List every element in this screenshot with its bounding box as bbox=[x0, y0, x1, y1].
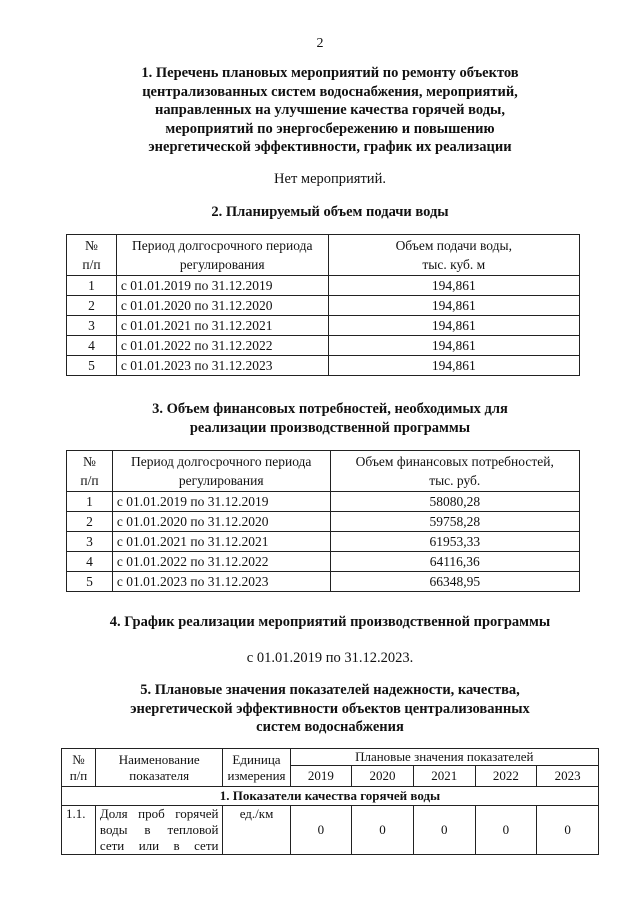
row-num: 4 bbox=[67, 552, 113, 572]
header-line: п/п bbox=[69, 767, 88, 783]
row-period: с 01.01.2019 по 31.12.2019 bbox=[112, 492, 330, 512]
table-header-row bbox=[67, 235, 580, 276]
year-header: 2020 bbox=[352, 766, 414, 787]
row-num: 5 bbox=[67, 356, 117, 376]
section5-title-line: систем водоснабжения bbox=[256, 719, 404, 735]
year-header: 2021 bbox=[413, 766, 475, 787]
section3-title-line: реализации производственной программы bbox=[189, 419, 471, 436]
year-header: 2023 bbox=[537, 766, 599, 787]
row-value: 59758,28 bbox=[330, 512, 580, 532]
indicator-name-line: Доля проб горячей bbox=[99, 806, 219, 821]
table-row bbox=[67, 572, 580, 592]
row-value: 58080,28 bbox=[330, 492, 580, 512]
header-line: тыс. куб. м bbox=[422, 257, 486, 272]
num-header bbox=[67, 235, 117, 276]
section1-title-line: мероприятий по энергосбережению и повышению bbox=[165, 120, 495, 137]
row-num: 3 bbox=[67, 316, 117, 336]
row-period: с 01.01.2023 по 31.12.2023 bbox=[116, 356, 328, 376]
indicator-name-header bbox=[95, 749, 223, 787]
table-row bbox=[67, 356, 580, 376]
header-line: № bbox=[85, 238, 98, 253]
table-row bbox=[67, 532, 580, 552]
year-header: 2019 bbox=[290, 766, 352, 787]
row-value: 194,861 bbox=[328, 296, 579, 316]
row-value: 66348,95 bbox=[330, 572, 580, 592]
table-header-row bbox=[62, 749, 599, 766]
section3-title bbox=[90, 400, 570, 437]
planned-values-header: Плановые значения показателей bbox=[290, 749, 598, 766]
table-row bbox=[67, 316, 580, 336]
indicator-name-line: сети или в сети bbox=[99, 838, 219, 853]
header-line: № bbox=[72, 751, 85, 767]
water-supply-table bbox=[66, 234, 580, 376]
value-cell: 0 bbox=[352, 806, 414, 855]
row-period: с 01.01.2020 по 31.12.2020 bbox=[112, 512, 330, 532]
section1-text: Нет мероприятий. bbox=[274, 171, 386, 187]
row-period: с 01.01.2021 по 31.12.2021 bbox=[112, 532, 330, 552]
section1-title-line: направленных на улучшение качества горячей воды, bbox=[154, 102, 505, 118]
row-num: 2 bbox=[67, 296, 117, 316]
header-line: № bbox=[83, 454, 96, 469]
header-line: Наименование bbox=[118, 751, 200, 767]
row-num: 1 bbox=[67, 492, 113, 512]
row-num: 1 bbox=[67, 276, 117, 296]
value-cell: 0 bbox=[475, 806, 537, 855]
group-row bbox=[62, 787, 599, 806]
indicator-name bbox=[95, 806, 223, 855]
table-row bbox=[67, 552, 580, 572]
row-num: 4 bbox=[67, 336, 117, 356]
header-line: Единица bbox=[232, 751, 281, 767]
row-value: 194,861 bbox=[328, 356, 579, 376]
section1-title-line: энергетической эффективности, график их реализации bbox=[148, 139, 512, 155]
table-row bbox=[62, 806, 599, 855]
section4-title: 4. График реализации мероприятий производственной программы bbox=[109, 614, 551, 630]
row-period: с 01.01.2019 по 31.12.2019 bbox=[116, 276, 328, 296]
page-number: 2 bbox=[316, 36, 324, 51]
financial-needs-table bbox=[66, 450, 580, 592]
row-value: 64116,36 bbox=[330, 552, 580, 572]
row-period: с 01.01.2020 по 31.12.2020 bbox=[116, 296, 328, 316]
header-line: п/п bbox=[80, 473, 99, 488]
row-num: 1.1. bbox=[62, 806, 96, 855]
finance-header bbox=[330, 451, 580, 492]
header-line: Объем финансовых потребностей, bbox=[355, 454, 554, 469]
row-num: 2 bbox=[67, 512, 113, 532]
row-period: с 01.01.2022 по 31.12.2022 bbox=[112, 552, 330, 572]
table-row bbox=[67, 276, 580, 296]
section5-title-line: 5. Плановые значения показателей надежности, качества, bbox=[140, 682, 520, 698]
row-num: 3 bbox=[67, 532, 113, 552]
header-line: п/п bbox=[82, 257, 101, 272]
value-cell: 0 bbox=[290, 806, 352, 855]
indicators-table bbox=[61, 748, 599, 855]
row-period: с 01.01.2023 по 31.12.2023 bbox=[112, 572, 330, 592]
section4-text: с 01.01.2019 по 31.12.2023. bbox=[246, 650, 414, 666]
group-title: 1. Показатели качества горячей воды bbox=[62, 787, 599, 806]
header-line: Объем подачи воды, bbox=[395, 238, 512, 253]
header-line: регулирования bbox=[179, 257, 265, 272]
period-header bbox=[112, 451, 330, 492]
header-line: тыс. руб. bbox=[429, 473, 481, 488]
row-value: 194,861 bbox=[328, 276, 579, 296]
section3-title-line: 3. Объем финансовых потребностей, необходимых для bbox=[152, 401, 508, 417]
year-header: 2022 bbox=[475, 766, 537, 787]
row-value: 61953,33 bbox=[330, 532, 580, 552]
section5-title bbox=[90, 681, 570, 737]
table-row bbox=[67, 492, 580, 512]
period-header bbox=[116, 235, 328, 276]
value-cell: 0 bbox=[537, 806, 599, 855]
unit-cell: ед./км bbox=[223, 806, 290, 855]
table-row bbox=[67, 336, 580, 356]
header-line: Период долгосрочного периода bbox=[132, 238, 313, 253]
section1-title-line: 1. Перечень плановых мероприятий по ремонту объектов bbox=[141, 65, 519, 81]
header-line: измерения bbox=[227, 767, 286, 783]
volume-header bbox=[328, 235, 579, 276]
header-line: показателя bbox=[129, 767, 190, 783]
table-row bbox=[67, 512, 580, 532]
row-period: с 01.01.2022 по 31.12.2022 bbox=[116, 336, 328, 356]
indicator-name-line: воды в тепловой bbox=[99, 822, 219, 837]
row-value: 194,861 bbox=[328, 316, 579, 336]
table-header-row bbox=[67, 451, 580, 492]
header-line: Период долгосрочного периода bbox=[130, 454, 312, 469]
section2-title: 2. Планируемый объем подачи воды bbox=[211, 204, 449, 220]
row-period: с 01.01.2021 по 31.12.2021 bbox=[116, 316, 328, 336]
num-header bbox=[62, 749, 96, 787]
value-cell: 0 bbox=[413, 806, 475, 855]
num-header bbox=[67, 451, 113, 492]
unit-header bbox=[223, 749, 290, 787]
section5-title-line: энергетической эффективности объектов централизованных bbox=[130, 700, 530, 717]
table-row bbox=[67, 296, 580, 316]
section1-title bbox=[90, 64, 570, 157]
section1-title-line: централизованных систем водоснабжения, мероприятий, bbox=[142, 83, 518, 100]
row-num: 5 bbox=[67, 572, 113, 592]
header-line: регулирования bbox=[178, 473, 264, 488]
row-value: 194,861 bbox=[328, 336, 579, 356]
